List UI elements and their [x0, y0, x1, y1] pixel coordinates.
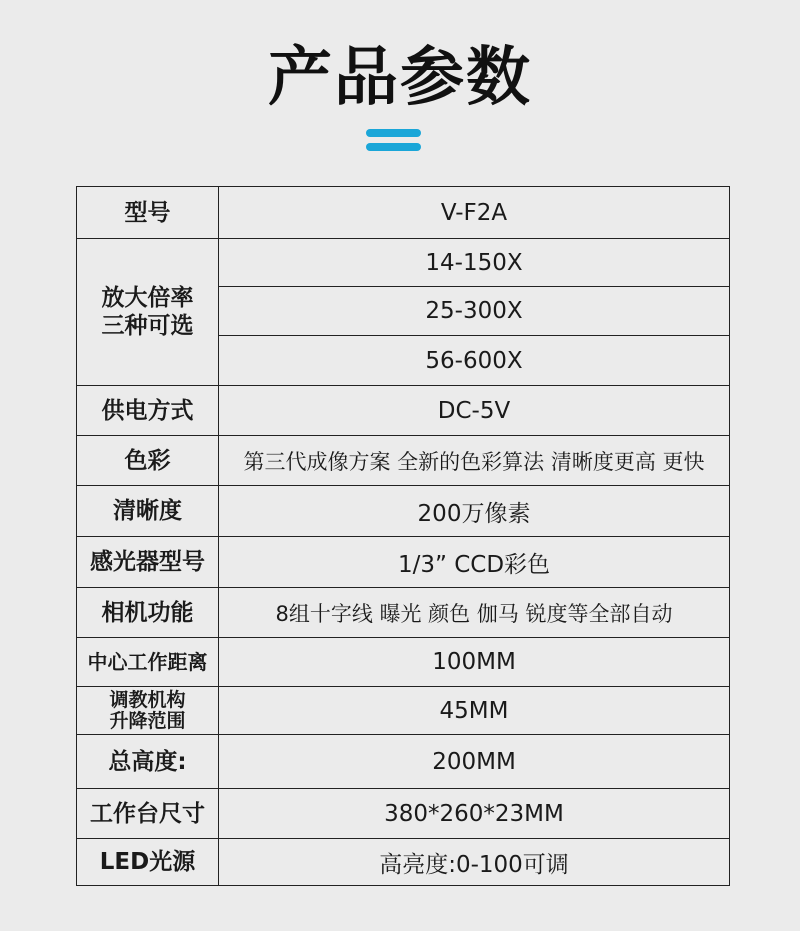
- row-value-power: DC-5V: [219, 386, 730, 436]
- row-value-led: 高亮度:0-100可调: [219, 839, 730, 886]
- table-row: [77, 839, 730, 886]
- table-row: [77, 386, 730, 436]
- row-value-stage-size: 380*260*23MM: [219, 789, 730, 839]
- row-value-magnification-2: 25-300X: [219, 287, 730, 336]
- table-row: [77, 687, 730, 735]
- row-value-sensor: 1/3” CCD彩色: [219, 537, 730, 588]
- row-label-line: 放大倍率: [101, 285, 194, 311]
- row-label-model: 型号: [77, 187, 219, 239]
- row-value-camera-functions: 8组十字线 曝光 颜色 伽马 锐度等全部自动: [219, 588, 730, 638]
- row-label-power: 供电方式: [77, 386, 219, 436]
- page-title: 产品参数: [268, 41, 532, 115]
- table-row: [77, 239, 730, 287]
- row-label-lift-range: [77, 687, 219, 735]
- table-row: [77, 486, 730, 537]
- row-value-model: V-F2A: [219, 187, 730, 239]
- row-value-lift-range: 45MM: [219, 687, 730, 735]
- row-label-camera-functions: 相机功能: [77, 588, 219, 638]
- row-label-line: 三种可选: [101, 313, 194, 339]
- table-row: [77, 436, 730, 486]
- row-label-resolution: 清晰度: [77, 486, 219, 537]
- title-accent-bar-bottom: [366, 143, 421, 151]
- table-row: [77, 789, 730, 839]
- row-value-magnification-1: 14-150X: [219, 239, 730, 287]
- row-label-led: LED光源: [77, 839, 219, 886]
- table-row: [77, 735, 730, 789]
- table-row: [77, 588, 730, 638]
- row-label-magnification: [77, 239, 219, 386]
- row-label-stage-size: 工作台尺寸: [77, 789, 219, 839]
- row-label-line: 调教机构: [109, 688, 186, 711]
- row-label-total-height: 总高度:: [77, 735, 219, 789]
- row-label-working-distance: 中心工作距离: [77, 638, 219, 687]
- spec-table: [76, 186, 730, 886]
- row-label-line: 升降范围: [109, 709, 186, 732]
- row-value-magnification-3: 56-600X: [219, 336, 730, 386]
- row-value-color: 第三代成像方案 全新的色彩算法 清晰度更高 更快: [219, 436, 730, 486]
- table-row: [77, 537, 730, 588]
- row-value-resolution: 200万像素: [219, 486, 730, 537]
- table-row: [77, 187, 730, 239]
- row-value-total-height: 200MM: [219, 735, 730, 789]
- title-accent-bar-top: [366, 129, 421, 137]
- row-label-sensor: 感光器型号: [77, 537, 219, 588]
- row-value-working-distance: 100MM: [219, 638, 730, 687]
- table-row: [77, 638, 730, 687]
- row-label-color: 色彩: [77, 436, 219, 486]
